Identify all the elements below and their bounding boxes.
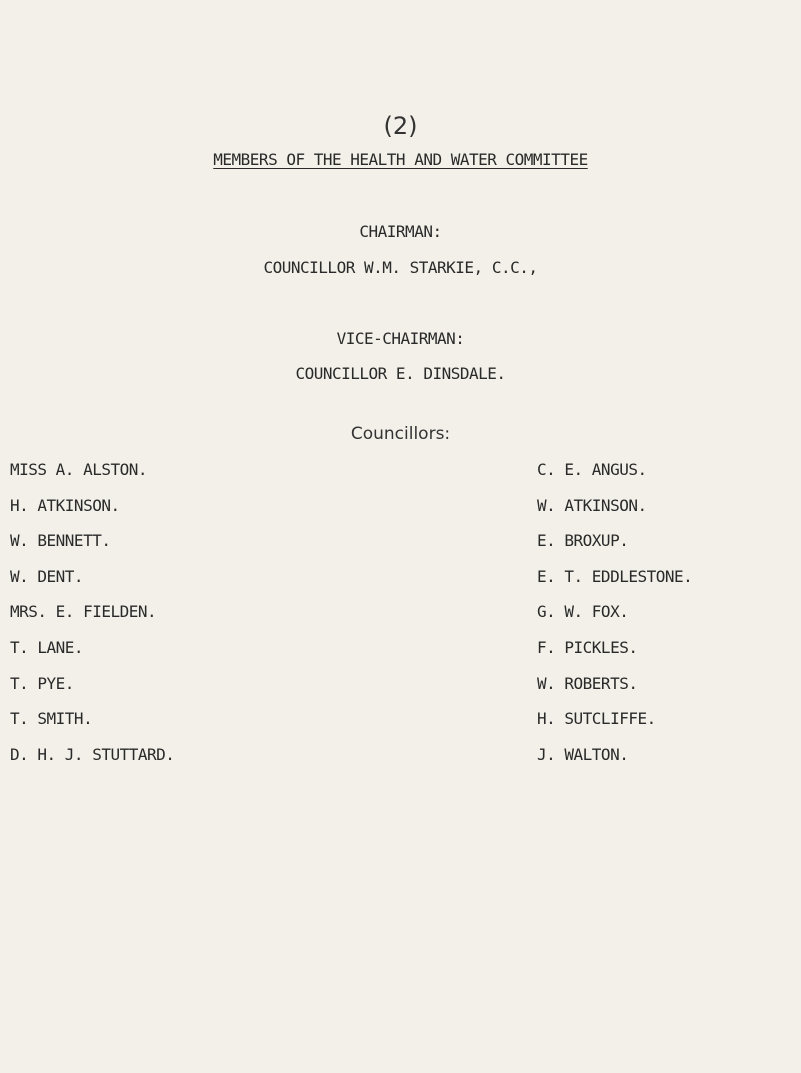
page-number: (2) [383, 112, 418, 140]
councillor-name: J. WALTON. [537, 744, 629, 764]
councillor-name: T. SMITH. [10, 709, 93, 729]
councillor-name: MISS A. ALSTON. [10, 460, 147, 479]
chairman-label: CHAIRMAN: [359, 222, 442, 241]
councillor-name: W. ROBERTS. [537, 673, 638, 693]
vice-chairman-name: COUNCILLOR E. DINSDALE. [295, 364, 506, 383]
councillor-name: H. ATKINSON. [10, 495, 120, 515]
councillor-name: E. T. EDDLESTONE. [537, 566, 693, 586]
councillor-name: T. PYE. [10, 673, 74, 693]
councillor-name: C. E. ANGUS. [537, 460, 647, 479]
document-heading: MEMBERS OF THE HEALTH AND WATER COMMITTEE [213, 150, 588, 169]
councillors-left-column [10, 460, 174, 780]
councillor-name: E. BROXUP. [537, 531, 629, 551]
councillor-name: F. PICKLES. [537, 637, 638, 657]
councillor-name: G. W. FOX. [537, 602, 629, 622]
chairman-name: COUNCILLOR W.M. STARKIE, C.C., [263, 258, 538, 277]
vice-chairman-label: VICE-CHAIRMAN: [336, 329, 465, 348]
councillor-name: W. DENT. [10, 566, 84, 586]
councillor-name: W. ATKINSON. [537, 495, 647, 515]
councillors-right-column [537, 460, 692, 780]
councillor-name: D. H. J. STUTTARD. [10, 744, 175, 764]
councillor-name: W. BENNETT. [10, 531, 111, 551]
councillor-name: T. LANE. [10, 637, 84, 657]
councillors-label: Councillors: [350, 424, 451, 444]
councillor-name: H. SUTCLIFFE. [537, 709, 656, 729]
councillor-name: MRS. E. FIELDEN. [10, 602, 157, 622]
